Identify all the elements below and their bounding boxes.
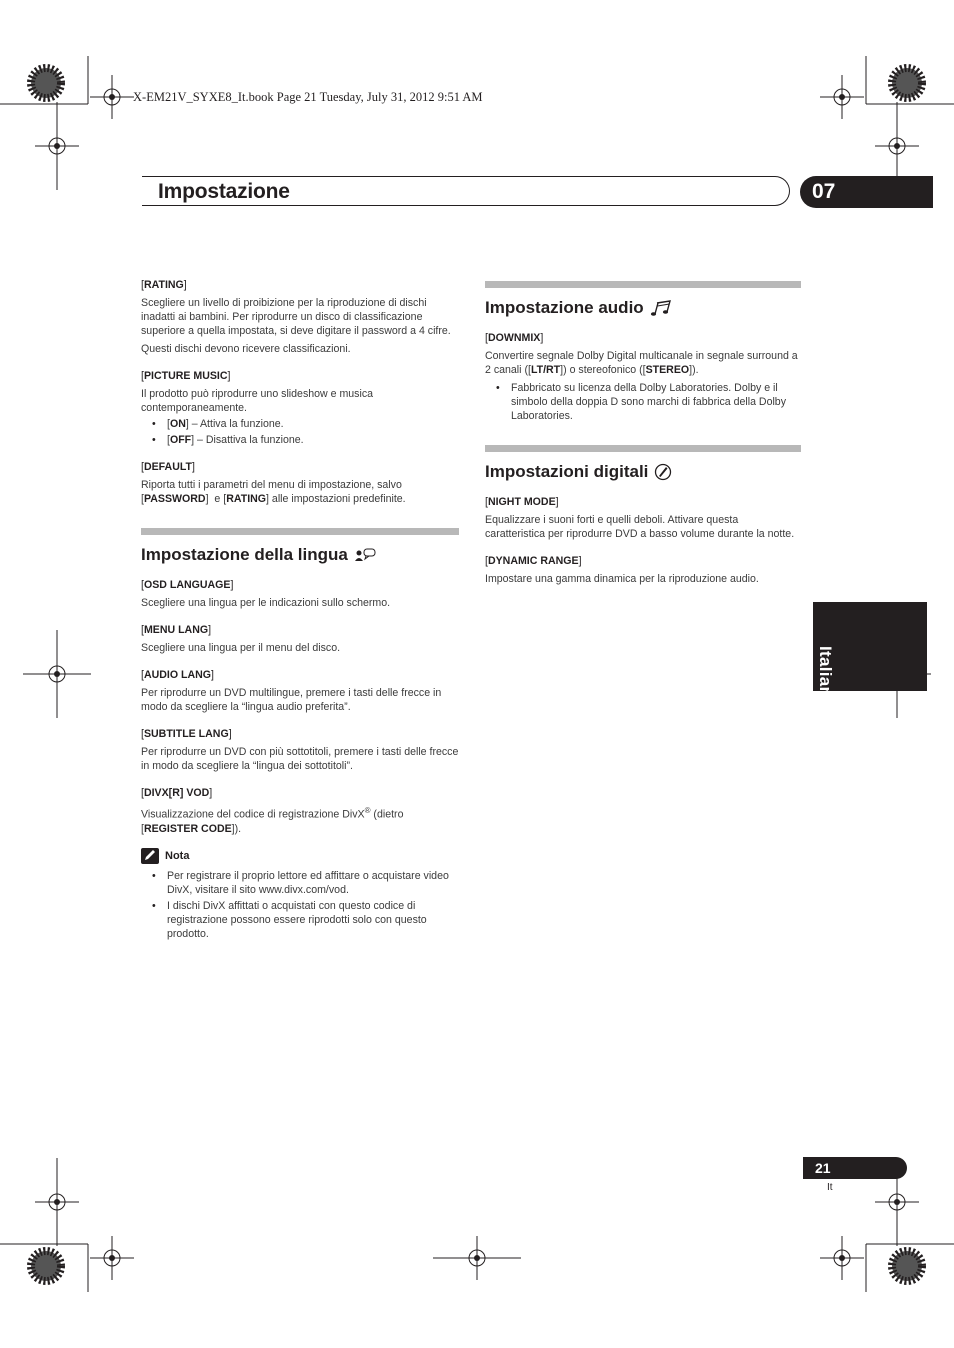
picture-music-text: Il prodotto può riprodurre uno slideshow e musica contemporaneamente. [141,388,374,414]
rating-text: Scegliere un livello di proibizione per la riproduzione di dischi inadatti ai bambini. Per riprodurre un disco di classificazione superiore a quella impostata, si deve digitare il password a 4 cifre. [141,297,451,337]
section-rule [485,445,801,452]
digital-settings-icon [654,463,672,481]
chapter-badge [800,176,933,208]
section-rule [485,281,801,288]
divx-vod-text: Visualizzazione del codice di registrazione DivX® (dietro [REGISTER CODE]). [141,806,404,835]
dolby-notice-list [485,381,801,423]
section-heading-digitali: Impostazioni digitali [485,461,801,483]
rating-note: Questi dischi devono ricevere classificazioni. [141,343,351,355]
language-code: It [827,1182,833,1193]
note-list [141,869,459,941]
list-item: • [OFF] – Disattiva la funzione. [141,433,459,447]
default-text: Riporta tutti i parametri del menu di impostazione, salvo [PASSWORD] e [RATING] alle impostazioni predefinite. [141,479,406,505]
night-mode-label: [NIGHT MODE] [485,496,559,508]
list-item: • I dischi DivX affittati o acquistati con questo codice di registrazione possono essere riprodotti solo con questo prodotto. [141,899,459,941]
menu-lang-text: Scegliere una lingua per il menu del disco. [141,642,341,654]
night-mode-text: Equalizzare i suoni forti e quelli deboli. Attivare questa caratteristica per riprodurre DVD a basso volume durante la notte. [485,514,795,540]
language-icon [354,548,376,562]
language-side-tab [813,602,927,708]
note-pencil-icon [141,848,159,864]
chapter-number: 07 [812,180,836,203]
osd-language-label: [OSD LANGUAGE] [141,579,234,591]
list-item: • Fabbricato su licenza della Dolby Laboratories. Dolby e il simbolo della doppia D sono marchi di fabbrica della Dolby Laboratories. [485,381,801,423]
section-rule [141,528,459,535]
menu-lang-label: [MENU LANG] [141,624,212,636]
list-item: • Per registrare il proprio lettore ed affittare o acquistare video DivX, visitare il sito www.divx.com/vod. [141,869,459,897]
page-number-badge [803,1157,907,1179]
section-heading-lingua: Impostazione della lingua [141,544,459,566]
default-label: [DEFAULT] [141,461,195,473]
book-header: X-EM21V_SYXE8_It.book Page 21 Tuesday, July 31, 2012 9:51 AM [133,90,483,104]
osd-language-text: Scegliere una lingua per le indicazioni sullo schermo. [141,597,391,609]
dynamic-range-text: Impostare una gamma dinamica per la riproduzione audio. [485,573,759,585]
rating-label: [RATING] [141,279,187,291]
left-column [141,278,459,941]
page-title: Impostazione [158,180,290,203]
downmix-label: [DOWNMIX] [485,332,544,344]
page-title-bar [142,176,790,206]
side-tab-label: Italiano [816,646,835,708]
picture-music-label: [PICTURE MUSIC] [141,370,231,382]
audio-lang-text: Per riprodurre un DVD multilingue, premere i tasti delle frecce in modo da scegliere la “lingua audio preferita”. [141,687,442,713]
dynamic-range-label: [DYNAMIC RANGE] [485,555,582,567]
section-heading-audio: Impostazione audio [485,297,801,319]
audio-lang-label: [AUDIO LANG] [141,669,214,681]
picture-music-options [141,417,459,447]
subtitle-lang-label: [SUBTITLE LANG] [141,728,232,740]
music-note-icon [650,300,672,316]
divx-vod-label: [DIVX[R] VOD] [141,787,213,799]
downmix-text: Convertire segnale Dolby Digital multicanale in segnale surround a 2 canali ([LT/RT]) o stereofonico ([STEREO]). [485,350,798,376]
list-item: • [ON] – Attiva la funzione. [141,417,459,431]
page-number: 21 [815,1160,831,1176]
right-column [485,281,801,586]
note-heading: Nota [141,848,459,864]
subtitle-lang-text: Per riprodurre un DVD con più sottotitoli, premere i tasti delle frecce in modo da scegliere la “lingua dei sottotitoli”. [141,746,459,772]
